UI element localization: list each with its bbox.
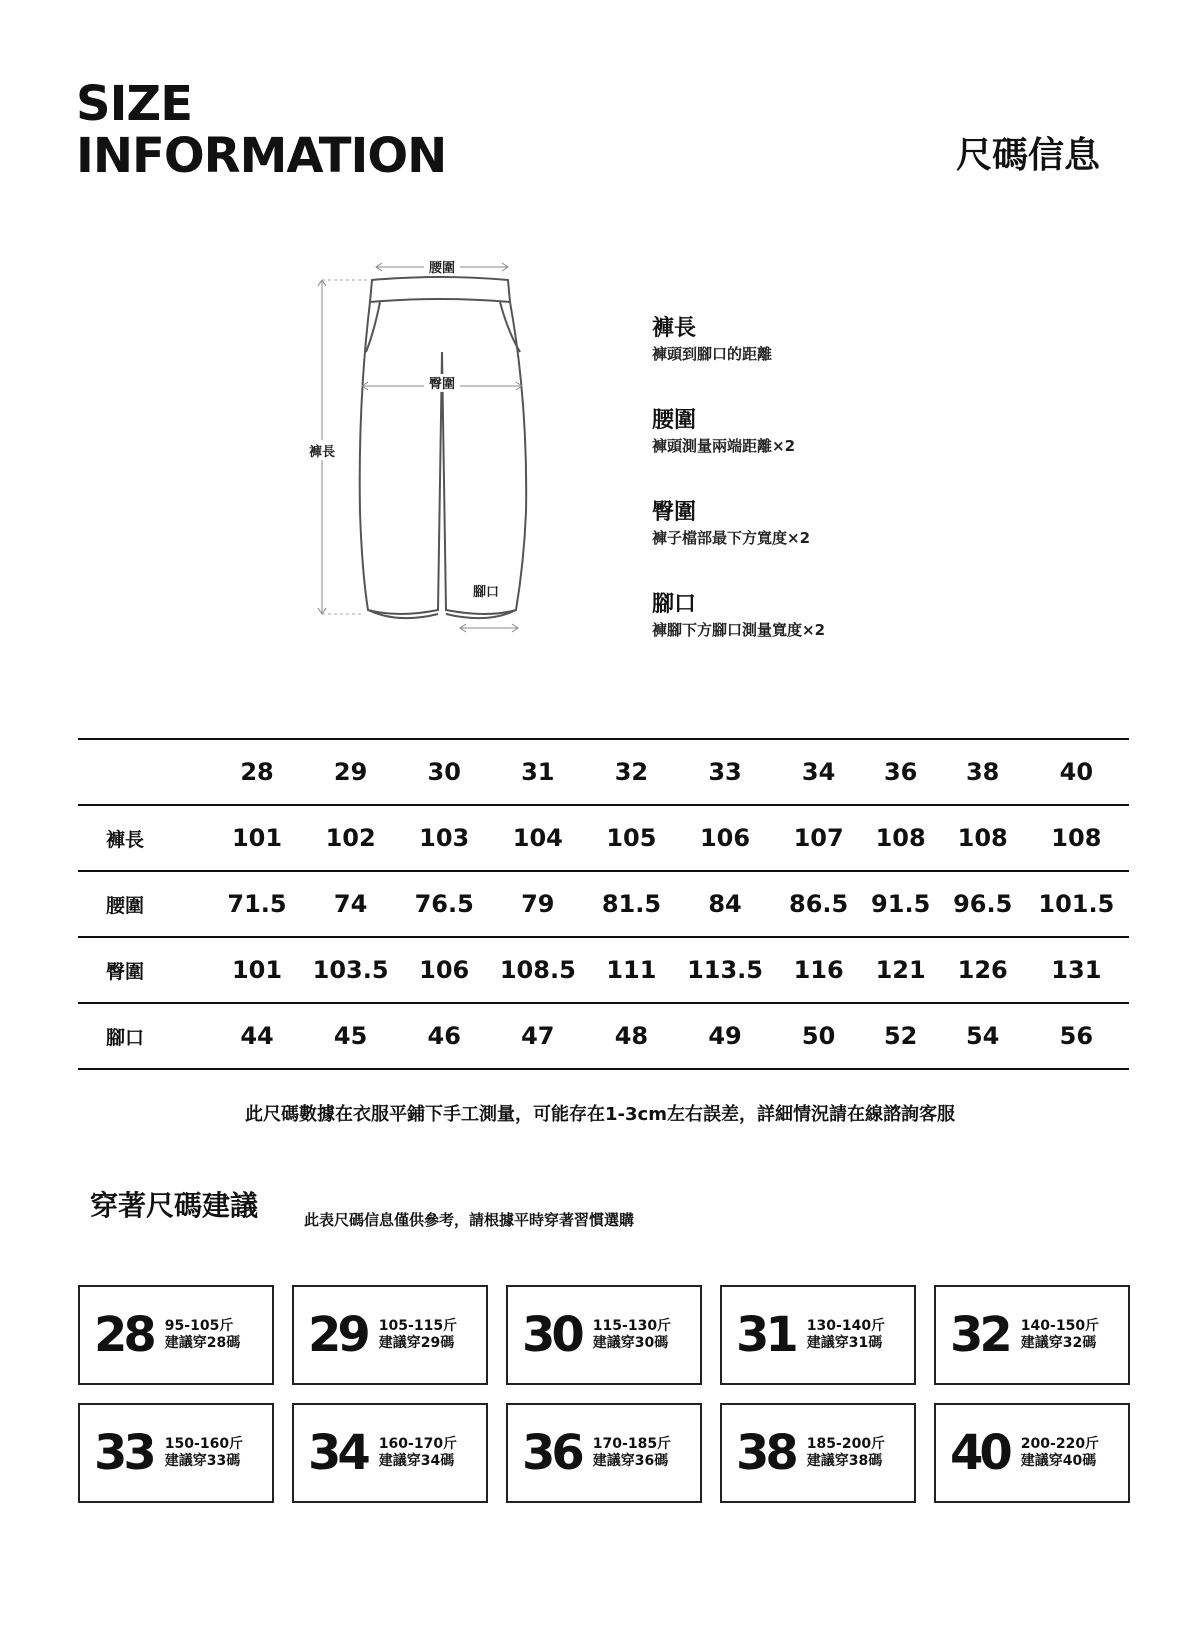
table-cell: 103.5 [298, 937, 403, 1003]
card-advice: 建議穿36碼 [592, 1453, 669, 1469]
row-label: 腰圍 [78, 871, 216, 937]
table-cell: 103 [403, 805, 485, 871]
table-cell: 107 [778, 805, 860, 871]
definition-desc: 褲頭測量兩端距離×2 [652, 437, 796, 455]
size-header-cell: 28 [216, 739, 298, 805]
measurement-definitions [652, 315, 972, 683]
card-advice: 建議穿34碼 [378, 1453, 455, 1469]
size-card [506, 1285, 702, 1385]
table-cell: 108.5 [485, 937, 590, 1003]
definition-term: 腰圍 [652, 408, 697, 433]
card-size-number: 38 [736, 1425, 795, 1481]
table-cell: 49 [672, 1003, 777, 1069]
size-header-cell: 34 [778, 739, 860, 805]
table-row-hip [78, 937, 1129, 1003]
card-weight-range: 115-130斤 [592, 1318, 672, 1334]
definition-desc: 褲腳下方腳口測量寬度×2 [652, 621, 826, 639]
table-cell: 71.5 [216, 871, 298, 937]
card-weight-range: 95-105斤 [164, 1318, 234, 1334]
size-header-cell: 30 [403, 739, 485, 805]
table-corner-cell [78, 739, 216, 805]
table-cell: 104 [485, 805, 590, 871]
size-card [78, 1403, 274, 1503]
size-card [720, 1403, 916, 1503]
card-advice: 建議穿38碼 [806, 1453, 883, 1469]
definition-item [652, 499, 972, 563]
card-weight-range: 105-115斤 [378, 1318, 458, 1334]
table-cell: 116 [778, 937, 860, 1003]
card-advice: 建議穿29碼 [378, 1335, 455, 1351]
card-size-number: 30 [522, 1307, 581, 1363]
hip-measure-label: 臀圍 [428, 377, 456, 392]
size-header-cell: 40 [1024, 739, 1129, 805]
definition-term: 腳口 [652, 592, 697, 617]
row-label: 臀圍 [78, 937, 216, 1003]
table-cell: 84 [672, 871, 777, 937]
table-row-waist [78, 871, 1129, 937]
waist-measure-label: 腰圍 [428, 261, 456, 276]
table-cell: 46 [403, 1003, 485, 1069]
size-chart-table [78, 738, 1129, 1070]
card-size-number: 33 [94, 1425, 153, 1481]
size-header-cell: 32 [590, 739, 672, 805]
definition-term: 褲長 [652, 316, 697, 341]
table-cell: 76.5 [403, 871, 485, 937]
size-card [292, 1403, 488, 1503]
card-weight-range: 170-185斤 [592, 1436, 672, 1452]
definition-desc: 褲子檔部最下方寬度×2 [652, 529, 811, 547]
card-size-number: 29 [308, 1307, 367, 1363]
table-cell: 52 [860, 1003, 942, 1069]
size-card [506, 1403, 702, 1503]
definition-item [652, 407, 972, 471]
card-advice: 建議穿33碼 [164, 1453, 241, 1469]
recommendation-title: 穿著尺碼建議 [90, 1189, 259, 1222]
card-advice: 建議穿28碼 [164, 1335, 241, 1351]
size-card [934, 1403, 1130, 1503]
card-weight-range: 140-150斤 [1020, 1318, 1100, 1334]
size-card [78, 1285, 274, 1385]
pants-outline-illustration [308, 261, 580, 682]
size-header-cell: 31 [485, 739, 590, 805]
card-size-number: 32 [950, 1307, 1009, 1363]
table-cell: 111 [590, 937, 672, 1003]
card-advice: 建議穿31碼 [806, 1335, 883, 1351]
table-cell: 54 [942, 1003, 1024, 1069]
title-line-information: INFORMATION [76, 128, 447, 184]
hem-measure-label: 腳口 [472, 585, 500, 600]
size-header-cell: 38 [942, 739, 1024, 805]
card-size-number: 31 [736, 1307, 795, 1363]
card-weight-range: 185-200斤 [806, 1436, 886, 1452]
length-measure-label: 褲長 [308, 445, 336, 460]
table-cell: 131 [1024, 937, 1129, 1003]
table-cell: 106 [403, 937, 485, 1003]
table-cell: 79 [485, 871, 590, 937]
table-cell: 86.5 [778, 871, 860, 937]
size-header-cell: 33 [672, 739, 777, 805]
table-cell: 91.5 [860, 871, 942, 937]
table-cell: 81.5 [590, 871, 672, 937]
table-cell: 108 [942, 805, 1024, 871]
table-cell: 56 [1024, 1003, 1129, 1069]
table-row-hem [78, 1003, 1129, 1069]
table-cell: 44 [216, 1003, 298, 1069]
size-header-cell: 29 [298, 739, 403, 805]
table-header-row [78, 739, 1129, 805]
table-cell: 96.5 [942, 871, 1024, 937]
page-title-en [76, 78, 446, 182]
table-cell: 113.5 [672, 937, 777, 1003]
table-cell: 126 [942, 937, 1024, 1003]
table-cell: 45 [298, 1003, 403, 1069]
table-cell: 106 [672, 805, 777, 871]
table-cell: 47 [485, 1003, 590, 1069]
card-weight-range: 130-140斤 [806, 1318, 886, 1334]
table-cell: 101 [216, 937, 298, 1003]
table-cell: 102 [298, 805, 403, 871]
card-weight-range: 200-220斤 [1020, 1436, 1100, 1452]
table-cell: 74 [298, 871, 403, 937]
card-advice: 建議穿32碼 [1020, 1335, 1097, 1351]
card-weight-range: 160-170斤 [378, 1436, 458, 1452]
definition-item [652, 315, 972, 379]
measurement-note: 此尺碼數據在衣服平鋪下手工測量，可能存在1-3cm左右誤差，詳細情況請在線諮詢客服 [245, 1104, 955, 1125]
title-line-size: SIZE [76, 76, 193, 132]
page-title-zh: 尺碼信息 [955, 135, 1100, 176]
table-cell: 108 [860, 805, 942, 871]
definition-desc: 褲頭到腳口的距離 [652, 345, 773, 363]
table-row-length [78, 805, 1129, 871]
card-advice: 建議穿40碼 [1020, 1453, 1097, 1469]
card-size-number: 28 [94, 1307, 153, 1363]
table-cell: 121 [860, 937, 942, 1003]
definition-item [652, 591, 972, 655]
table-cell: 101 [216, 805, 298, 871]
card-size-number: 34 [308, 1425, 367, 1481]
recommendation-subtitle: 此表尺碼信息僅供參考，請根據平時穿著習慣選購 [304, 1211, 635, 1229]
table-cell: 108 [1024, 805, 1129, 871]
size-recommendation-grid [78, 1285, 1129, 1503]
pants-diagram [308, 261, 580, 682]
card-weight-range: 150-160斤 [164, 1436, 244, 1452]
row-label: 腳口 [78, 1003, 216, 1069]
table-cell: 50 [778, 1003, 860, 1069]
size-header-cell: 36 [860, 739, 942, 805]
table-cell: 101.5 [1024, 871, 1129, 937]
table-cell: 48 [590, 1003, 672, 1069]
size-card [292, 1285, 488, 1385]
size-card [934, 1285, 1130, 1385]
row-label: 褲長 [78, 805, 216, 871]
card-size-number: 40 [950, 1425, 1009, 1481]
size-card [720, 1285, 916, 1385]
table-cell: 105 [590, 805, 672, 871]
card-advice: 建議穿30碼 [592, 1335, 669, 1351]
card-size-number: 36 [522, 1425, 581, 1481]
definition-term: 臀圍 [652, 500, 697, 525]
